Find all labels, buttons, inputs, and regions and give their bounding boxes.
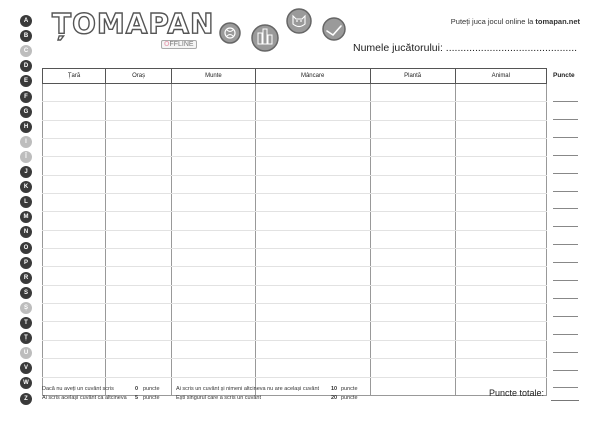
column-header: Țară bbox=[43, 69, 106, 84]
letter-badge: M bbox=[20, 211, 32, 223]
answer-cell[interactable] bbox=[172, 304, 256, 322]
legend-unit: puncte bbox=[143, 395, 160, 401]
legend-item bbox=[176, 385, 376, 394]
legend-text: Ai scris același cuvânt ca altcineva bbox=[42, 395, 127, 401]
letter-badge: U bbox=[20, 347, 32, 359]
answer-cell[interactable] bbox=[370, 139, 455, 157]
legend-item bbox=[42, 385, 172, 394]
answer-cell[interactable] bbox=[106, 157, 172, 175]
table-row bbox=[43, 175, 547, 193]
answer-cell[interactable] bbox=[370, 212, 455, 230]
answer-cell[interactable] bbox=[43, 267, 106, 285]
answer-cell[interactable] bbox=[172, 249, 256, 267]
answer-cell[interactable] bbox=[106, 322, 172, 340]
answer-cell[interactable] bbox=[370, 230, 455, 248]
points-field[interactable] bbox=[553, 137, 578, 138]
answer-cell[interactable] bbox=[172, 267, 256, 285]
letter-badge: Z bbox=[20, 393, 32, 405]
cat-icon bbox=[287, 9, 311, 33]
answer-cell[interactable] bbox=[172, 157, 256, 175]
table-row bbox=[43, 267, 547, 285]
table-header-row bbox=[43, 69, 547, 84]
table-row bbox=[43, 120, 547, 138]
answer-cell[interactable] bbox=[255, 322, 370, 340]
answer-cell[interactable] bbox=[455, 102, 546, 120]
answer-cell[interactable] bbox=[106, 212, 172, 230]
answer-cell[interactable] bbox=[255, 175, 370, 193]
answer-cell[interactable] bbox=[172, 175, 256, 193]
table-row bbox=[43, 359, 547, 377]
answer-cell[interactable] bbox=[43, 84, 106, 102]
answer-cell[interactable] bbox=[455, 359, 546, 377]
answer-cell[interactable] bbox=[43, 157, 106, 175]
answer-cell[interactable] bbox=[370, 377, 455, 395]
points-field[interactable] bbox=[553, 244, 578, 245]
letter-badge: H bbox=[20, 121, 32, 133]
answer-cell[interactable] bbox=[255, 267, 370, 285]
total-points-field[interactable] bbox=[551, 400, 579, 401]
letter-badge: B bbox=[20, 30, 32, 42]
answer-cell[interactable] bbox=[106, 285, 172, 303]
points-field[interactable] bbox=[553, 208, 578, 209]
answer-cell[interactable] bbox=[370, 120, 455, 138]
answer-cell[interactable] bbox=[370, 285, 455, 303]
answer-cell[interactable] bbox=[455, 267, 546, 285]
table-row bbox=[43, 249, 547, 267]
answer-cell[interactable] bbox=[255, 340, 370, 358]
points-field[interactable] bbox=[553, 298, 578, 299]
answer-cell[interactable] bbox=[370, 304, 455, 322]
answer-cell[interactable] bbox=[43, 139, 106, 157]
answer-cell[interactable] bbox=[172, 194, 256, 212]
player-name-field[interactable]: Numele jucătorului: ............................................. bbox=[353, 42, 578, 54]
column-header: Mâncare bbox=[255, 69, 370, 84]
answer-cell[interactable] bbox=[370, 322, 455, 340]
legend-value: 5 bbox=[135, 395, 139, 401]
table-row bbox=[43, 139, 547, 157]
answer-cell[interactable] bbox=[172, 340, 256, 358]
letter-badge: K bbox=[20, 181, 32, 193]
logo-subtitle bbox=[161, 40, 197, 49]
table-row bbox=[43, 102, 547, 120]
answer-cell[interactable] bbox=[106, 304, 172, 322]
points-field[interactable] bbox=[553, 316, 578, 317]
points-field[interactable] bbox=[553, 101, 578, 102]
answer-cell[interactable] bbox=[172, 139, 256, 157]
answer-cell[interactable] bbox=[370, 157, 455, 175]
table-row bbox=[43, 157, 547, 175]
column-header: Animal bbox=[455, 69, 546, 84]
answer-cell[interactable] bbox=[370, 267, 455, 285]
points-column-header: Puncte bbox=[553, 72, 575, 79]
column-header: Oraș bbox=[106, 69, 172, 84]
answer-cell[interactable] bbox=[455, 304, 546, 322]
answer-cell[interactable] bbox=[255, 139, 370, 157]
points-field[interactable] bbox=[553, 352, 578, 353]
points-field[interactable] bbox=[553, 119, 578, 120]
letter-badge: E bbox=[20, 75, 32, 87]
online-info bbox=[451, 17, 580, 26]
legend-value: 0 bbox=[135, 386, 139, 392]
legend-item bbox=[42, 394, 172, 403]
points-field[interactable] bbox=[553, 280, 578, 281]
points-field[interactable] bbox=[553, 262, 578, 263]
letter-badge: F bbox=[20, 91, 32, 103]
letter-badge: L bbox=[20, 196, 32, 208]
online-text: Puteți juca jocul online la bbox=[450, 17, 536, 26]
answer-cell[interactable] bbox=[106, 230, 172, 248]
game-table bbox=[42, 68, 547, 396]
points-field[interactable] bbox=[553, 191, 578, 192]
answer-cell[interactable] bbox=[455, 249, 546, 267]
answer-cell[interactable] bbox=[43, 194, 106, 212]
legend-text: Ai scris un cuvânt și nimeni altcineva nu are același cuvânt bbox=[176, 386, 320, 392]
legend-item bbox=[176, 394, 376, 403]
letter-badge: C bbox=[20, 45, 32, 57]
answer-cell[interactable] bbox=[455, 212, 546, 230]
food-icon bbox=[323, 18, 345, 40]
legend-right bbox=[176, 385, 376, 403]
online-site-link[interactable]: tomapan.net bbox=[535, 17, 580, 26]
letter-badge: T bbox=[20, 317, 32, 329]
legend-left bbox=[42, 385, 172, 403]
answer-cell[interactable] bbox=[455, 157, 546, 175]
letter-badge: Ș bbox=[20, 302, 32, 314]
answer-cell[interactable] bbox=[43, 230, 106, 248]
answer-cell[interactable] bbox=[43, 212, 106, 230]
answer-cell[interactable] bbox=[455, 322, 546, 340]
answer-cell[interactable] bbox=[106, 340, 172, 358]
answer-cell[interactable] bbox=[43, 102, 106, 120]
answer-cell[interactable] bbox=[255, 157, 370, 175]
legend-unit: puncte bbox=[341, 395, 358, 401]
letter-badge: R bbox=[20, 272, 32, 284]
city-icon bbox=[252, 25, 278, 51]
answer-cell[interactable] bbox=[106, 249, 172, 267]
table-row bbox=[43, 304, 547, 322]
answer-cell[interactable] bbox=[106, 139, 172, 157]
legend-value: 20 bbox=[331, 395, 338, 401]
letter-badge: P bbox=[20, 257, 32, 269]
answer-cell[interactable] bbox=[106, 194, 172, 212]
letter-badge: W bbox=[20, 377, 32, 389]
answer-cell[interactable] bbox=[172, 102, 256, 120]
table-row bbox=[43, 340, 547, 358]
answer-cell[interactable] bbox=[43, 304, 106, 322]
answer-cell[interactable] bbox=[172, 120, 256, 138]
answer-cell[interactable] bbox=[106, 120, 172, 138]
table-row bbox=[43, 230, 547, 248]
legend-unit: puncte bbox=[143, 386, 160, 392]
answer-cell[interactable] bbox=[370, 249, 455, 267]
answer-cell[interactable] bbox=[455, 175, 546, 193]
answer-cell[interactable] bbox=[370, 359, 455, 377]
answer-cell[interactable] bbox=[255, 285, 370, 303]
column-header: Munte bbox=[172, 69, 256, 84]
logo-title: ȚOMAPAN bbox=[52, 7, 215, 40]
answer-cell[interactable] bbox=[255, 304, 370, 322]
answer-cell[interactable] bbox=[455, 84, 546, 102]
letter-badge: I bbox=[20, 136, 32, 148]
answer-cell[interactable] bbox=[106, 359, 172, 377]
logo-subtitle-rest: FFLINE bbox=[169, 41, 194, 48]
table-row bbox=[43, 194, 547, 212]
points-field[interactable] bbox=[553, 173, 578, 174]
points-field[interactable] bbox=[553, 334, 578, 335]
legend-text: Ești singurul care a scris un cuvânt bbox=[176, 395, 261, 401]
answer-cell[interactable] bbox=[255, 194, 370, 212]
answer-cell[interactable] bbox=[172, 322, 256, 340]
answer-cell[interactable] bbox=[172, 359, 256, 377]
letter-badge: Î bbox=[20, 151, 32, 163]
table-row bbox=[43, 322, 547, 340]
column-header: Plantă bbox=[370, 69, 455, 84]
answer-cell[interactable] bbox=[172, 230, 256, 248]
answer-cell[interactable] bbox=[106, 175, 172, 193]
letter-badge: G bbox=[20, 106, 32, 118]
answer-cell[interactable] bbox=[370, 175, 455, 193]
answer-cell[interactable] bbox=[455, 285, 546, 303]
answer-cell[interactable] bbox=[43, 340, 106, 358]
answer-cell[interactable] bbox=[370, 340, 455, 358]
answer-cell[interactable] bbox=[455, 230, 546, 248]
points-field[interactable] bbox=[553, 387, 578, 388]
table-row bbox=[43, 212, 547, 230]
legend-value: 10 bbox=[331, 386, 338, 392]
letter-badge: N bbox=[20, 226, 32, 238]
answer-cell[interactable] bbox=[255, 230, 370, 248]
answer-cell[interactable] bbox=[106, 267, 172, 285]
legend-text: Dacă nu aveți un cuvânt scris bbox=[42, 386, 114, 392]
answer-cell[interactable] bbox=[455, 139, 546, 157]
letter-badge: J bbox=[20, 166, 32, 178]
answer-cell[interactable] bbox=[255, 249, 370, 267]
answer-cell[interactable] bbox=[370, 194, 455, 212]
letter-badge: A bbox=[20, 15, 32, 27]
brain-icon bbox=[220, 23, 240, 43]
points-field[interactable] bbox=[553, 155, 578, 156]
answer-cell[interactable] bbox=[106, 102, 172, 120]
letter-badge: O bbox=[20, 242, 32, 254]
letter-badge: D bbox=[20, 60, 32, 72]
total-points-label: Puncte totale: bbox=[489, 388, 545, 398]
answer-cell[interactable] bbox=[455, 340, 546, 358]
answer-cell[interactable] bbox=[43, 359, 106, 377]
table-row bbox=[43, 84, 547, 102]
answer-cell[interactable] bbox=[106, 84, 172, 102]
answer-cell[interactable] bbox=[172, 212, 256, 230]
logo-subtitle-o: O bbox=[164, 41, 170, 48]
answer-cell[interactable] bbox=[172, 285, 256, 303]
letter-column bbox=[20, 15, 34, 405]
letter-badge: Ț bbox=[20, 332, 32, 344]
answer-cell[interactable] bbox=[370, 102, 455, 120]
answer-cell[interactable] bbox=[43, 175, 106, 193]
answer-cell[interactable] bbox=[255, 84, 370, 102]
answer-cell[interactable] bbox=[370, 84, 455, 102]
points-field[interactable] bbox=[553, 226, 578, 227]
answer-cell[interactable] bbox=[43, 285, 106, 303]
letter-badge: S bbox=[20, 287, 32, 299]
answer-cell[interactable] bbox=[255, 120, 370, 138]
answer-cell[interactable] bbox=[455, 194, 546, 212]
legend-unit: puncte bbox=[341, 386, 358, 392]
answer-cell[interactable] bbox=[455, 120, 546, 138]
answer-cell[interactable] bbox=[43, 120, 106, 138]
answer-cell[interactable] bbox=[255, 359, 370, 377]
answer-cell[interactable] bbox=[43, 322, 106, 340]
answer-cell[interactable] bbox=[255, 102, 370, 120]
table-row bbox=[43, 285, 547, 303]
answer-cell[interactable] bbox=[255, 212, 370, 230]
answer-cell[interactable] bbox=[43, 249, 106, 267]
answer-cell[interactable] bbox=[172, 84, 256, 102]
letter-badge: V bbox=[20, 362, 32, 374]
points-field[interactable] bbox=[553, 370, 578, 371]
